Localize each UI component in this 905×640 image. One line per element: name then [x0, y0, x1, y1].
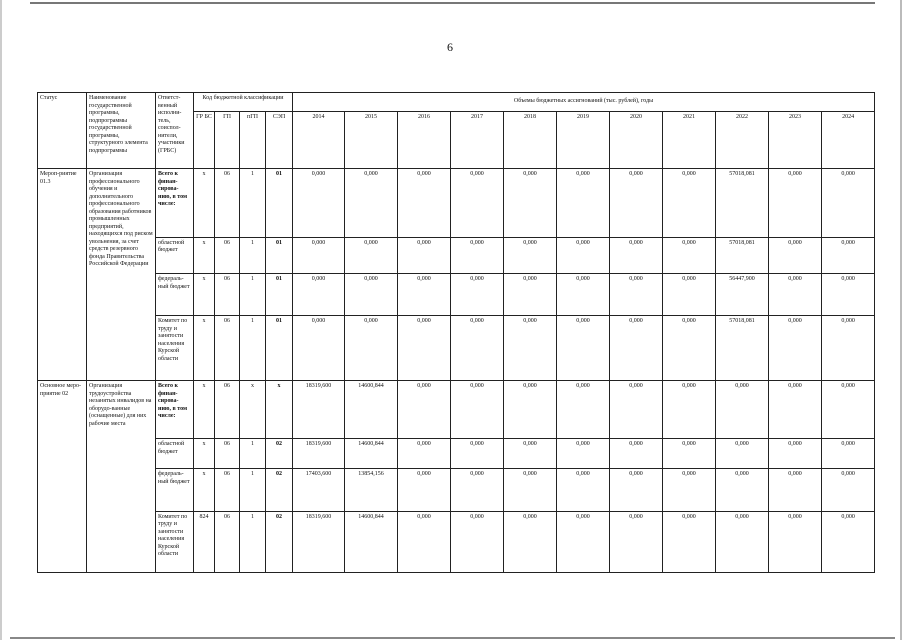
code-grbs: х — [194, 316, 215, 381]
code-sep: х — [266, 381, 293, 439]
value-cell: 0,000 — [557, 511, 610, 572]
scan-edge-top — [30, 2, 875, 4]
code-grbs: х — [194, 381, 215, 439]
page-number: 6 — [447, 40, 453, 54]
value-cell: 57018,081 — [716, 316, 769, 381]
header-row-1 — [38, 93, 875, 112]
code-sep: 02 — [266, 469, 293, 512]
value-cell: 0,000 — [293, 237, 345, 274]
header-year: 2022 — [716, 112, 769, 169]
value-cell: 0,000 — [663, 381, 716, 439]
header-year: 2017 — [451, 112, 504, 169]
value-cell: 0,000 — [716, 469, 769, 512]
value-cell: 0,000 — [822, 439, 875, 469]
value-cell: 0,000 — [293, 316, 345, 381]
row-executor: Всего к финан-сирова-нию, в том числе: — [156, 381, 194, 439]
value-cell: 0,000 — [398, 469, 451, 512]
header-year: 2024 — [822, 112, 875, 169]
value-cell: 0,000 — [504, 169, 557, 237]
value-cell: 0,000 — [451, 439, 504, 469]
value-cell: 0,000 — [769, 237, 822, 274]
header-year: 2020 — [610, 112, 663, 169]
value-cell: 0,000 — [822, 237, 875, 274]
code-sep: 01 — [266, 169, 293, 237]
header-year: 2015 — [345, 112, 398, 169]
value-cell: 0,000 — [345, 316, 398, 381]
value-cell: 0,000 — [504, 274, 557, 316]
row-status: Основное меро-приятие 02 — [38, 381, 87, 573]
header-code-pgp: пГП — [240, 112, 266, 169]
header-allocations: Объемы бюджетных ассигнований (тыс. рублей), годы — [293, 93, 875, 112]
row-executor: федераль-ный бюджет — [156, 469, 194, 512]
value-cell: 0,000 — [663, 169, 716, 237]
value-cell: 0,000 — [451, 381, 504, 439]
code-grbs: х — [194, 274, 215, 316]
value-cell: 0,000 — [398, 274, 451, 316]
table-row — [38, 511, 875, 572]
value-cell: 0,000 — [663, 274, 716, 316]
value-cell: 0,000 — [769, 316, 822, 381]
value-cell: 0,000 — [557, 274, 610, 316]
value-cell: 0,000 — [610, 274, 663, 316]
value-cell: 14600,844 — [345, 439, 398, 469]
row-executor: Комитет по труду и занятости населения Курской области — [156, 316, 194, 381]
value-cell: 0,000 — [293, 274, 345, 316]
value-cell: 0,000 — [398, 169, 451, 237]
value-cell: 0,000 — [451, 316, 504, 381]
code-grbs: х — [194, 169, 215, 237]
code-sep: 02 — [266, 439, 293, 469]
value-cell: 0,000 — [345, 274, 398, 316]
value-cell: 0,000 — [716, 439, 769, 469]
value-cell: 0,000 — [504, 237, 557, 274]
value-cell: 0,000 — [398, 511, 451, 572]
value-cell: 0,000 — [663, 439, 716, 469]
value-cell: 14600,844 — [345, 511, 398, 572]
value-cell: 0,000 — [557, 316, 610, 381]
code-sep: 01 — [266, 274, 293, 316]
value-cell: 13854,156 — [345, 469, 398, 512]
row-name: Организация профессионального обучения и дополнительного профессионального образования работников промышленных предприятий, находящихся под риском увольнения, за счет средств резервного фонда Правительства Российской Федерации — [87, 169, 156, 381]
value-cell: 0,000 — [398, 381, 451, 439]
scan-edge-right — [900, 0, 902, 640]
scan-edge-left — [0, 0, 2, 640]
header-name: Наименование государственной программы, подпрограммы государственной программы, структурного элемента подпрограммы — [87, 93, 156, 169]
table-row — [38, 316, 875, 381]
value-cell: 0,000 — [769, 274, 822, 316]
value-cell: 18319,600 — [293, 439, 345, 469]
value-cell: 0,000 — [822, 316, 875, 381]
value-cell: 0,000 — [822, 274, 875, 316]
code-gp: 06 — [215, 511, 240, 572]
header-status: Статус — [38, 93, 87, 169]
code-gp: 06 — [215, 169, 240, 237]
row-executor: областной бюджет — [156, 439, 194, 469]
header-budget-code: Код бюджетной классификации — [194, 93, 293, 112]
code-sep: 01 — [266, 237, 293, 274]
value-cell: 57018,081 — [716, 169, 769, 237]
table-row — [38, 381, 875, 439]
value-cell: 0,000 — [504, 511, 557, 572]
value-cell: 0,000 — [451, 469, 504, 512]
header-year: 2021 — [663, 112, 716, 169]
header-year: 2014 — [293, 112, 345, 169]
value-cell: 0,000 — [345, 169, 398, 237]
value-cell: 18319,600 — [293, 511, 345, 572]
value-cell: 0,000 — [557, 381, 610, 439]
value-cell: 57018,081 — [716, 237, 769, 274]
value-cell: 0,000 — [663, 237, 716, 274]
value-cell: 0,000 — [398, 316, 451, 381]
value-cell: 0,000 — [716, 511, 769, 572]
value-cell: 56447,900 — [716, 274, 769, 316]
row-name: Организация трудоустройства незанятых инвалидов на оборудо-ванные (оснащенные) для них рабочие места — [87, 381, 156, 573]
value-cell: 0,000 — [504, 469, 557, 512]
value-cell: 14600,844 — [345, 381, 398, 439]
code-sep: 02 — [266, 511, 293, 572]
table-row — [38, 169, 875, 237]
value-cell: 17403,600 — [293, 469, 345, 512]
table-row — [38, 439, 875, 469]
value-cell: 0,000 — [451, 511, 504, 572]
code-pgp: 1 — [240, 511, 266, 572]
value-cell: 0,000 — [769, 381, 822, 439]
code-gp: 06 — [215, 237, 240, 274]
code-gp: 06 — [215, 316, 240, 381]
value-cell: 0,000 — [451, 169, 504, 237]
scan-edge-bottom — [10, 637, 895, 639]
code-grbs: 824 — [194, 511, 215, 572]
code-grbs: х — [194, 469, 215, 512]
code-gp: 06 — [215, 469, 240, 512]
value-cell: 0,000 — [557, 469, 610, 512]
table-row — [38, 469, 875, 512]
value-cell: 0,000 — [610, 169, 663, 237]
value-cell: 0,000 — [769, 469, 822, 512]
header-code-grbs: ГР БС — [194, 112, 215, 169]
value-cell: 0,000 — [716, 381, 769, 439]
code-pgp: х — [240, 381, 266, 439]
code-pgp: 1 — [240, 274, 266, 316]
row-status: Мероп-риятие 01.3 — [38, 169, 87, 381]
value-cell: 0,000 — [557, 169, 610, 237]
value-cell: 0,000 — [610, 439, 663, 469]
value-cell: 0,000 — [398, 439, 451, 469]
code-pgp: 1 — [240, 439, 266, 469]
value-cell: 0,000 — [557, 439, 610, 469]
value-cell: 0,000 — [293, 169, 345, 237]
value-cell: 0,000 — [451, 274, 504, 316]
header-executor: Ответст-венный исполни-тель, соиспол-нители, участники (ГРБС) — [156, 93, 194, 169]
budget-allocation-table — [37, 92, 875, 573]
code-pgp: 1 — [240, 316, 266, 381]
value-cell: 0,000 — [610, 511, 663, 572]
header-year: 2016 — [398, 112, 451, 169]
value-cell: 0,000 — [663, 511, 716, 572]
row-executor: Всего к финан-сирова-нию, в том числе: — [156, 169, 194, 237]
value-cell: 0,000 — [504, 381, 557, 439]
value-cell: 0,000 — [504, 439, 557, 469]
row-executor: Комитет по труду и занятости населения Курской области — [156, 511, 194, 572]
value-cell: 0,000 — [822, 381, 875, 439]
code-gp: 06 — [215, 381, 240, 439]
value-cell: 0,000 — [769, 169, 822, 237]
code-grbs: х — [194, 439, 215, 469]
code-pgp: 1 — [240, 169, 266, 237]
value-cell: 0,000 — [822, 169, 875, 237]
value-cell: 0,000 — [663, 469, 716, 512]
value-cell: 18319,600 — [293, 381, 345, 439]
code-sep: 01 — [266, 316, 293, 381]
value-cell: 0,000 — [610, 316, 663, 381]
value-cell: 0,000 — [822, 469, 875, 512]
header-code-sep: СЭП — [266, 112, 293, 169]
header-year: 2019 — [557, 112, 610, 169]
table-row — [38, 274, 875, 316]
header-year: 2018 — [504, 112, 557, 169]
code-gp: 06 — [215, 274, 240, 316]
row-executor: федераль-ный бюджет — [156, 274, 194, 316]
value-cell: 0,000 — [557, 237, 610, 274]
header-year: 2023 — [769, 112, 822, 169]
value-cell: 0,000 — [769, 511, 822, 572]
code-pgp: 1 — [240, 237, 266, 274]
value-cell: 0,000 — [610, 469, 663, 512]
value-cell: 0,000 — [451, 237, 504, 274]
code-pgp: 1 — [240, 469, 266, 512]
value-cell: 0,000 — [610, 237, 663, 274]
row-executor: областной бюджет — [156, 237, 194, 274]
value-cell: 0,000 — [504, 316, 557, 381]
value-cell: 0,000 — [398, 237, 451, 274]
code-grbs: х — [194, 237, 215, 274]
value-cell: 0,000 — [769, 439, 822, 469]
value-cell: 0,000 — [822, 511, 875, 572]
value-cell: 0,000 — [610, 381, 663, 439]
table-row — [38, 237, 875, 274]
header-code-gp: ГП — [215, 112, 240, 169]
value-cell: 0,000 — [663, 316, 716, 381]
value-cell: 0,000 — [345, 237, 398, 274]
code-gp: 06 — [215, 439, 240, 469]
